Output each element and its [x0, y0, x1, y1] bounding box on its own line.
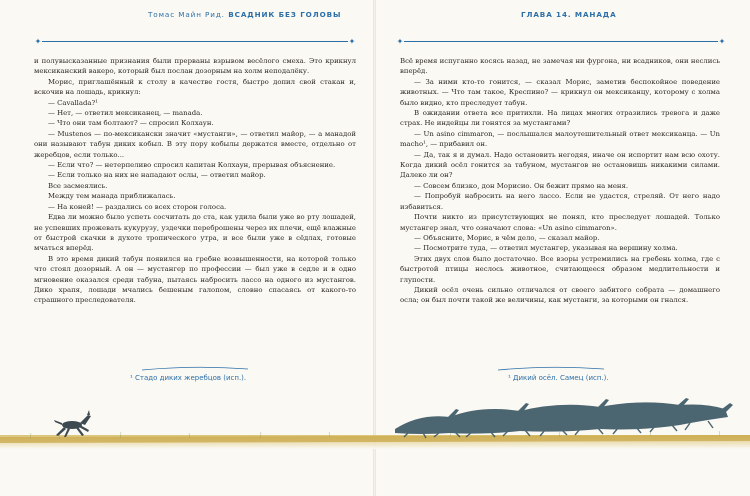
footnote-swoosh	[140, 366, 250, 372]
paragraph: — На коней! — раздались со всех сторон голоса.	[48, 202, 227, 211]
paragraph: В ожидании ответа все притихли. На лицах многих отразились тревога и даже страх. Не индейцы ли гонятся за мустангами?	[400, 109, 720, 128]
horse-herd	[395, 398, 733, 438]
running-head-author: Томас Майн Рид.	[148, 10, 225, 19]
paragraph: — Нет, — ответил мексиканец, — manada.	[48, 109, 203, 118]
left-header-rule	[34, 38, 356, 46]
left-body-text	[34, 56, 356, 306]
paragraph: Всё время испуганно косясь назад, не замечая ни фургона, ни всадников, они неслись вперёд.	[400, 57, 720, 76]
paragraph: — Если только на них не нападают ослы, — ответил майор.	[48, 171, 266, 180]
paragraph: — Mustenos — по-мексикански значит «мустанги», — ответил майор, — а манадой они называют табун диких кобыл. В эту пору кобылы держатся вместе, отдельно от жеребцов, если только...	[34, 129, 356, 159]
wild-ass-figure	[54, 410, 91, 437]
right-running-head: ГЛАВА 14. МАНАДА	[521, 10, 617, 19]
paragraph: — Что они там болтают? — спросил Колхаун.	[48, 119, 214, 128]
paragraph: — За ними кто-то гонится, — сказал Морис, заметив беспокойное поведение животных. — Что там такое, Креспино? — крикнул он мексиканцу, которому с холма было видно, кто преследует табун.	[400, 77, 720, 107]
paragraph: — Cavallada?¹	[48, 98, 98, 107]
paragraph: Едва ли можно было успеть сосчитать до ста, как удила были уже во рту лошадей, не успевших прожевать кукурузу, уздечки переброшены через их плечи, ещё влажные от быстрой скачки в духоте тропического утра, и все были уже в сёдлах, готовые мчаться вперёд.	[34, 213, 356, 253]
paragraph: — Объясните, Морис, в чём дело, — сказал майор.	[414, 233, 600, 242]
paragraph: Дикий осёл очень сильно отличался от своего забитого собрата — домашнего осла; он был почти такой же величины, как мустанги, за которыми он гнался.	[400, 285, 720, 305]
right-footnote: ¹ Дикий осёл. Самец (исп.).	[508, 374, 609, 382]
ornament-icon: ✦	[34, 37, 42, 46]
steppe-illustration	[0, 395, 750, 496]
footnote-swoosh	[496, 366, 606, 372]
paragraph: Между тем манада приближалась.	[48, 192, 176, 201]
running-head-book-title: ВСАДНИК БЕЗ ГОЛОВЫ	[228, 10, 342, 19]
paragraph: и полувысказанные признания были прерваны взрывом весёлого смеха. Это крикнул мексиканский вакеро, который был послан дозорным на холм неподалёку.	[34, 57, 356, 76]
left-footnote: ¹ Стадо диких жеребцов (исп.).	[130, 374, 247, 382]
ornament-icon: ✦	[348, 37, 356, 46]
paragraph: — Посмотрите туда, — ответил мустангер, указывая на вершину холма.	[414, 244, 678, 253]
left-running-head	[148, 10, 341, 19]
paragraph: В это время дикий табун появился на гребне возвышенности, на которой только что стоял дозорный. А он — мустангер по профессии — был уже в седле и в одно мгновение оказался среди табуна, пытаясь набросить лассо на одного из мустангов. Дико храпя, лошади мчались бешеным галопом, словно спасаясь от какого-то страшного преследователя.	[34, 254, 356, 305]
paragraph: — Попробуй набросить на него лассо. Если не удастся, стреляй. От него надо избавиться.	[400, 192, 720, 211]
paragraph: Все засмеялись.	[48, 181, 108, 190]
paragraph: Почти никто из присутствующих не понял, кто преследует лошадей. Только мустангер знал, что означают слова: «Un asino cimmaron».	[400, 213, 720, 232]
right-header-rule	[396, 38, 726, 46]
paragraph: — Un asino cimmaron, — послышался малоутешительный ответ мексиканца. — Un macho¹, — прибавил он.	[400, 129, 720, 149]
paragraph: Этих двух слов было достаточно. Все взоры устремились на гребень холма, где с быстротой птицы неслось животное, считающееся образом медлительности и глупости.	[400, 254, 720, 284]
paragraph: — Если что? — нетерпеливо спросил капитан Колхаун, прерывая объяснение.	[48, 161, 336, 170]
paragraph: — Да, так я и думал. Надо остановить негодяя, иначе он испортит нам всю охоту. Когда дикий осёл гонится за табуном, мустангов не остановишь никакими силами. Далеко ли он?	[400, 150, 720, 180]
right-body-text	[400, 56, 720, 306]
ornament-icon: ✦	[718, 37, 726, 46]
paragraph: Морис, приглашённый к столу в качестве гостя, быстро допил свой стакан и, вскочив на лошадь, крикнул:	[34, 77, 356, 97]
ornament-icon: ✦	[396, 37, 404, 46]
paragraph: — Совсем близко, дон Морисио. Он бежит прямо на меня.	[414, 181, 629, 190]
